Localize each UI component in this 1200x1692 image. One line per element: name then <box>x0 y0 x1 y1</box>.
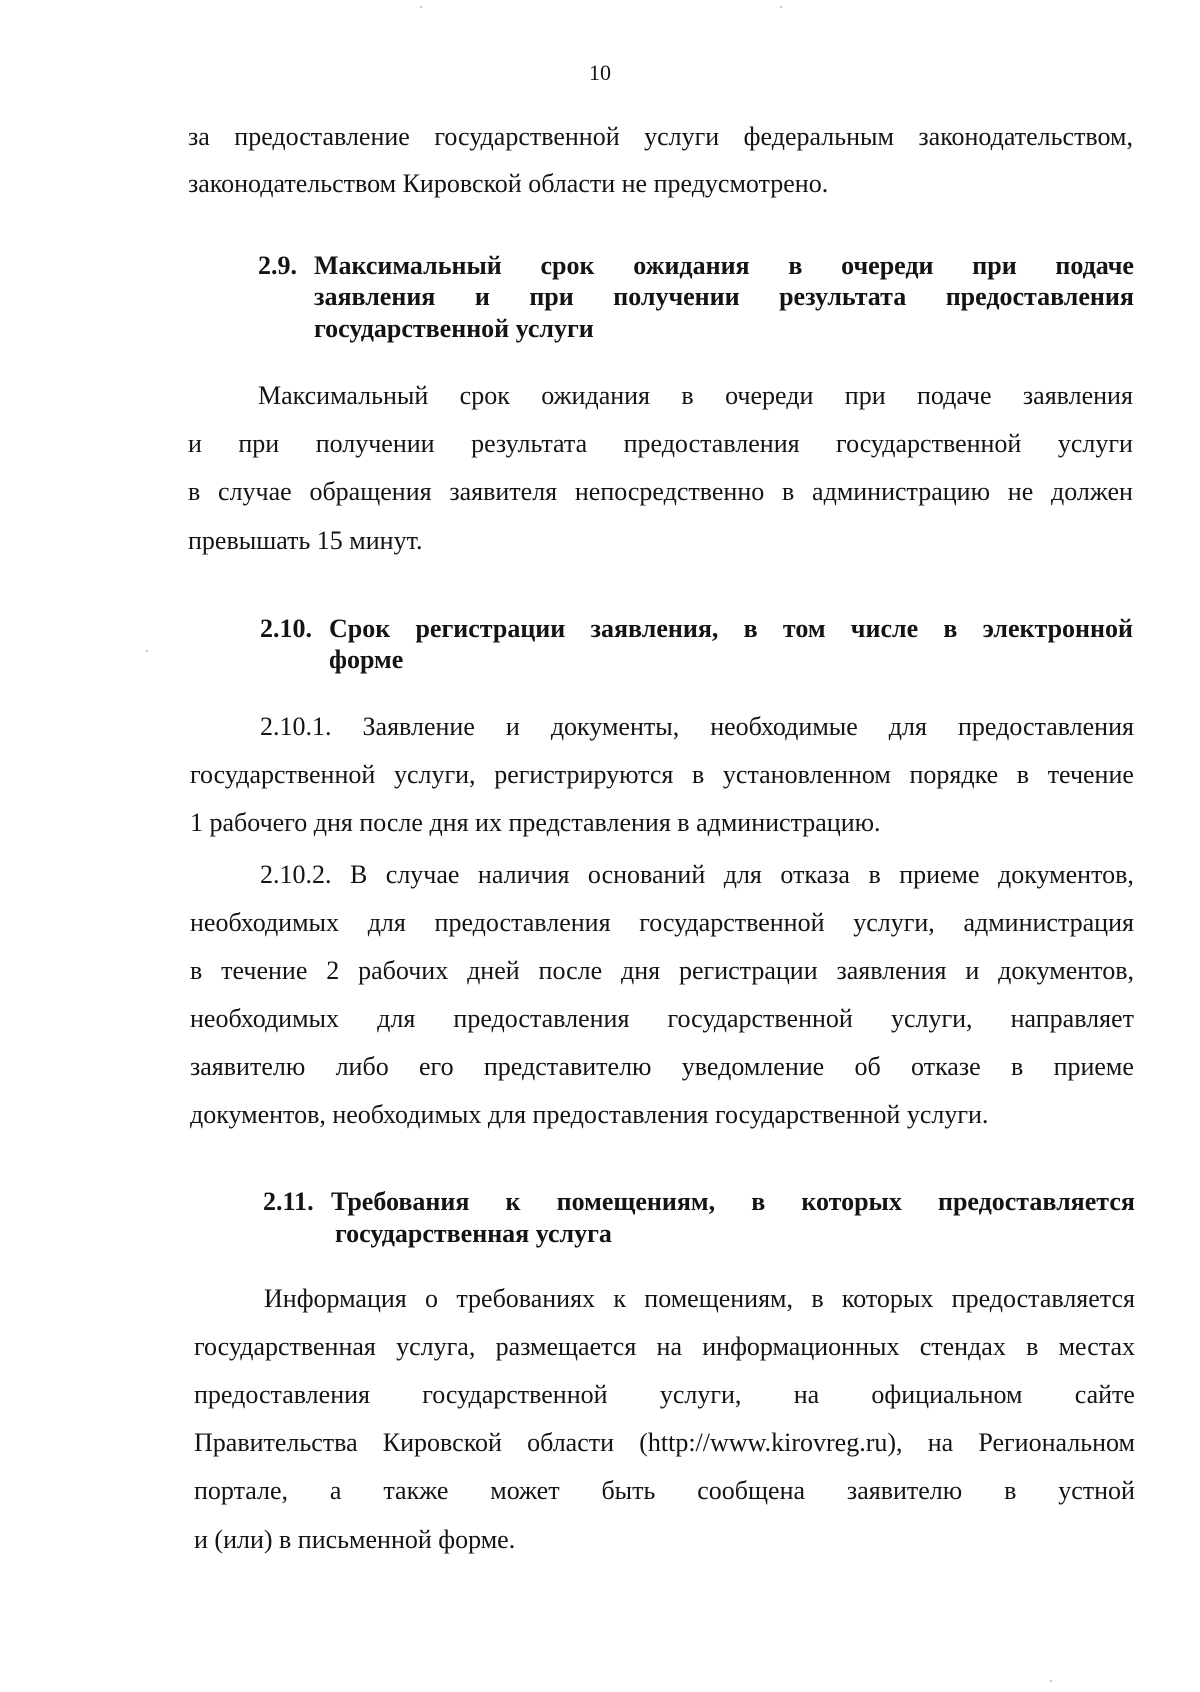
word: в <box>1010 1052 1024 1081</box>
section-2-11-title-line-2: государственная услуга <box>335 1219 612 1248</box>
word: Региональном <box>978 1428 1135 1457</box>
word: документов, <box>998 956 1134 985</box>
word: помещениям, <box>644 1284 794 1313</box>
word: государственная <box>194 1332 376 1361</box>
word: порядке <box>909 760 999 789</box>
word: отказа <box>780 860 850 889</box>
word: Информация <box>264 1284 407 1313</box>
word: размещается <box>495 1332 637 1361</box>
word: подаче <box>917 381 992 410</box>
word: на <box>656 1332 682 1361</box>
word: Максимальный <box>258 381 429 410</box>
word: заявления <box>1022 381 1133 410</box>
scan-speck <box>420 6 422 8</box>
word: не <box>1007 477 1034 506</box>
word: заявления <box>836 956 947 985</box>
section-2-10-title-line-2: форме <box>329 645 404 674</box>
section-2-9-body-line-2 <box>188 429 1133 459</box>
word: о <box>425 1284 439 1313</box>
section-2-11-body-line-2 <box>194 1332 1135 1362</box>
section-2-11-number: 2.11. <box>263 1187 314 1216</box>
word: Максимальный <box>314 251 502 280</box>
section-2-10-2-line-5 <box>190 1052 1134 1082</box>
section-2-9-number: 2.9. <box>258 251 297 280</box>
word: случае <box>218 477 292 506</box>
word: требованиях <box>456 1284 596 1313</box>
scan-speck <box>780 6 782 8</box>
section-2-11-body-line-1 <box>264 1284 1135 1314</box>
word: необходимых <box>190 908 340 937</box>
word: государственной <box>639 908 825 937</box>
word: течение <box>1047 760 1134 789</box>
word: регистрируются <box>494 760 674 789</box>
word: услуги <box>644 122 720 151</box>
word: на <box>793 1380 820 1409</box>
word: необходимых <box>190 1004 340 1033</box>
word: документы, <box>550 712 680 741</box>
word: заявления <box>314 282 436 311</box>
word: в <box>743 614 758 643</box>
word: государственной <box>190 760 376 789</box>
word: Правительства <box>194 1428 358 1457</box>
word: помещениям, <box>556 1187 716 1216</box>
word: (http://www.kirovreg.ru), <box>639 1428 903 1457</box>
section-2-10-2-line-6: документов, необходимых для предоставления государственной услуги. <box>190 1100 989 1129</box>
word: уведомление <box>681 1052 825 1081</box>
word: быть <box>601 1476 656 1505</box>
word: подаче <box>1055 251 1134 280</box>
word: непосредственно <box>574 477 765 506</box>
word: при <box>972 251 1017 280</box>
word: в <box>190 956 203 985</box>
section-2-9-body-line-1 <box>258 381 1133 411</box>
section-2-10-2-line-3 <box>190 956 1134 986</box>
section-2-9-body-line-3 <box>188 477 1133 507</box>
section-2-10-2-line-2 <box>190 908 1134 938</box>
word: заявителю <box>190 1052 306 1081</box>
word: получении <box>613 282 740 311</box>
word: за <box>188 122 210 151</box>
section-2-10-1-line-1 <box>260 712 1134 742</box>
word: услуги, <box>890 1004 973 1033</box>
word: и <box>188 429 202 458</box>
word: срок <box>540 251 595 280</box>
word: и <box>474 282 490 311</box>
section-2-10-title-line-1 <box>329 613 1133 644</box>
word: официальном <box>871 1380 1023 1409</box>
word: услуга, <box>396 1332 476 1361</box>
section-2-11-body-line-6: и (или) в письменной форме. <box>194 1525 516 1554</box>
section-2-10-1-line-2 <box>190 760 1134 790</box>
word: срок <box>459 381 510 410</box>
word: государственной <box>422 1380 608 1409</box>
word: результата <box>779 282 907 311</box>
word: его <box>419 1052 454 1081</box>
word: может <box>490 1476 560 1505</box>
intro-line-1 <box>188 122 1133 152</box>
word: к <box>613 1284 626 1313</box>
word: государственной <box>667 1004 853 1033</box>
word: предоставляется <box>951 1284 1135 1313</box>
word: предоставления <box>623 429 800 458</box>
word: результата <box>471 429 588 458</box>
word: предоставления <box>434 908 611 937</box>
word: 2 <box>326 956 340 985</box>
section-2-9-title-line-2 <box>314 281 1134 312</box>
word: необходимые <box>710 712 858 741</box>
word: случае <box>385 860 460 889</box>
word: ожидания <box>633 251 750 280</box>
word: в <box>868 860 881 889</box>
word: дней <box>467 956 520 985</box>
word: информационных <box>702 1332 900 1361</box>
word: заявителя <box>449 477 558 506</box>
word: после <box>538 956 603 985</box>
word: государственной <box>836 429 1022 458</box>
word: Кировской <box>382 1428 502 1457</box>
word: либо <box>335 1052 389 1081</box>
word: 2.10.1. <box>260 712 332 741</box>
word: течение <box>221 956 308 985</box>
word: области <box>527 1428 615 1457</box>
word: ожидания <box>541 381 651 410</box>
word: в <box>1016 760 1030 789</box>
word: рабочих <box>358 956 449 985</box>
section-2-10-2-line-4 <box>190 1004 1134 1034</box>
word: в <box>751 1187 766 1216</box>
word: стендах <box>919 1332 1006 1361</box>
section-2-9-body-line-4: превышать 15 минут. <box>188 526 423 555</box>
word: электронной <box>982 614 1133 643</box>
intro-line-2: законодательством Кировской области не предусмотрено. <box>188 169 829 198</box>
word: установленном <box>722 760 891 789</box>
word: сообщена <box>697 1476 806 1505</box>
scan-speck <box>146 650 148 652</box>
word: числе <box>850 614 919 643</box>
word: приеме <box>1053 1052 1134 1081</box>
word: администрация <box>963 908 1134 937</box>
word: приеме <box>899 860 980 889</box>
word: должен <box>1051 477 1133 506</box>
word: и <box>505 712 520 741</box>
word: в <box>188 477 201 506</box>
word: заявления, <box>590 614 719 643</box>
word: очереди <box>725 381 814 410</box>
word: услуги, <box>393 760 476 789</box>
word: в <box>788 251 803 280</box>
word: для <box>367 908 406 937</box>
word: при <box>238 429 280 458</box>
word: также <box>383 1476 449 1505</box>
section-2-9-title-line-3: государственной услуги <box>314 314 594 343</box>
word: получении <box>315 429 435 458</box>
section-2-10-1-line-3: 1 рабочего дня после дня их представления в администрацию. <box>190 808 881 837</box>
word: В <box>349 860 368 889</box>
word: Заявление <box>362 712 475 741</box>
section-2-11-body-line-4 <box>194 1428 1135 1458</box>
word: государственной <box>434 122 620 151</box>
section-2-11-body-line-5 <box>194 1476 1135 1506</box>
word: заявителю <box>846 1476 963 1505</box>
word: а <box>329 1476 342 1505</box>
word: регистрации <box>415 614 566 643</box>
word: для <box>888 712 927 741</box>
section-2-10-number: 2.10. <box>260 614 312 643</box>
word: оснований <box>587 860 706 889</box>
word: законодательством, <box>918 122 1133 151</box>
word: отказе <box>911 1052 981 1081</box>
word: регистрации <box>678 956 818 985</box>
word: к <box>505 1187 521 1216</box>
word: администрацию <box>812 477 991 506</box>
page-number: 10 <box>589 60 611 85</box>
scan-speck <box>1050 1680 1052 1682</box>
word: в <box>782 477 795 506</box>
word: для <box>377 1004 416 1033</box>
word: об <box>854 1052 881 1081</box>
word: в <box>681 381 694 410</box>
word: и <box>965 956 980 985</box>
word: в <box>1004 1476 1017 1505</box>
word: федеральным <box>743 122 894 151</box>
word: предоставления <box>453 1004 630 1033</box>
section-2-9-title-line-1 <box>314 250 1134 281</box>
word: предоставления <box>957 712 1134 741</box>
word: в <box>811 1284 824 1313</box>
word: при <box>529 282 574 311</box>
word: портале, <box>194 1476 289 1505</box>
word: на <box>927 1428 954 1457</box>
word: услуги <box>1057 429 1133 458</box>
word: наличия <box>477 860 570 889</box>
word: в <box>943 614 958 643</box>
word: которых <box>841 1284 934 1313</box>
word: предоставления <box>945 282 1134 311</box>
word: для <box>723 860 762 889</box>
word: очереди <box>841 251 934 280</box>
word: предоставления <box>194 1380 370 1409</box>
word: в <box>692 760 705 789</box>
word: устной <box>1058 1476 1135 1505</box>
word: предоставляется <box>937 1187 1135 1216</box>
word: обращения <box>309 477 432 506</box>
word: направляет <box>1010 1004 1134 1033</box>
word: услуги, <box>659 1380 742 1409</box>
word: предоставление <box>234 122 410 151</box>
section-2-10-2-line-1 <box>260 860 1134 890</box>
word: сайте <box>1074 1380 1135 1409</box>
word: местах <box>1058 1332 1135 1361</box>
word: Требования <box>331 1187 470 1216</box>
section-2-11-body-line-3 <box>194 1380 1135 1410</box>
word: Срок <box>329 614 391 643</box>
word: при <box>844 381 886 410</box>
word: представителю <box>483 1052 652 1081</box>
word: том <box>782 614 826 643</box>
word: услуги, <box>853 908 935 937</box>
word: дня <box>621 956 661 985</box>
word: которых <box>801 1187 902 1216</box>
word: документов, <box>998 860 1134 889</box>
section-2-11-title-line-1 <box>331 1186 1135 1217</box>
word: в <box>1026 1332 1039 1361</box>
word: 2.10.2. <box>260 860 332 889</box>
